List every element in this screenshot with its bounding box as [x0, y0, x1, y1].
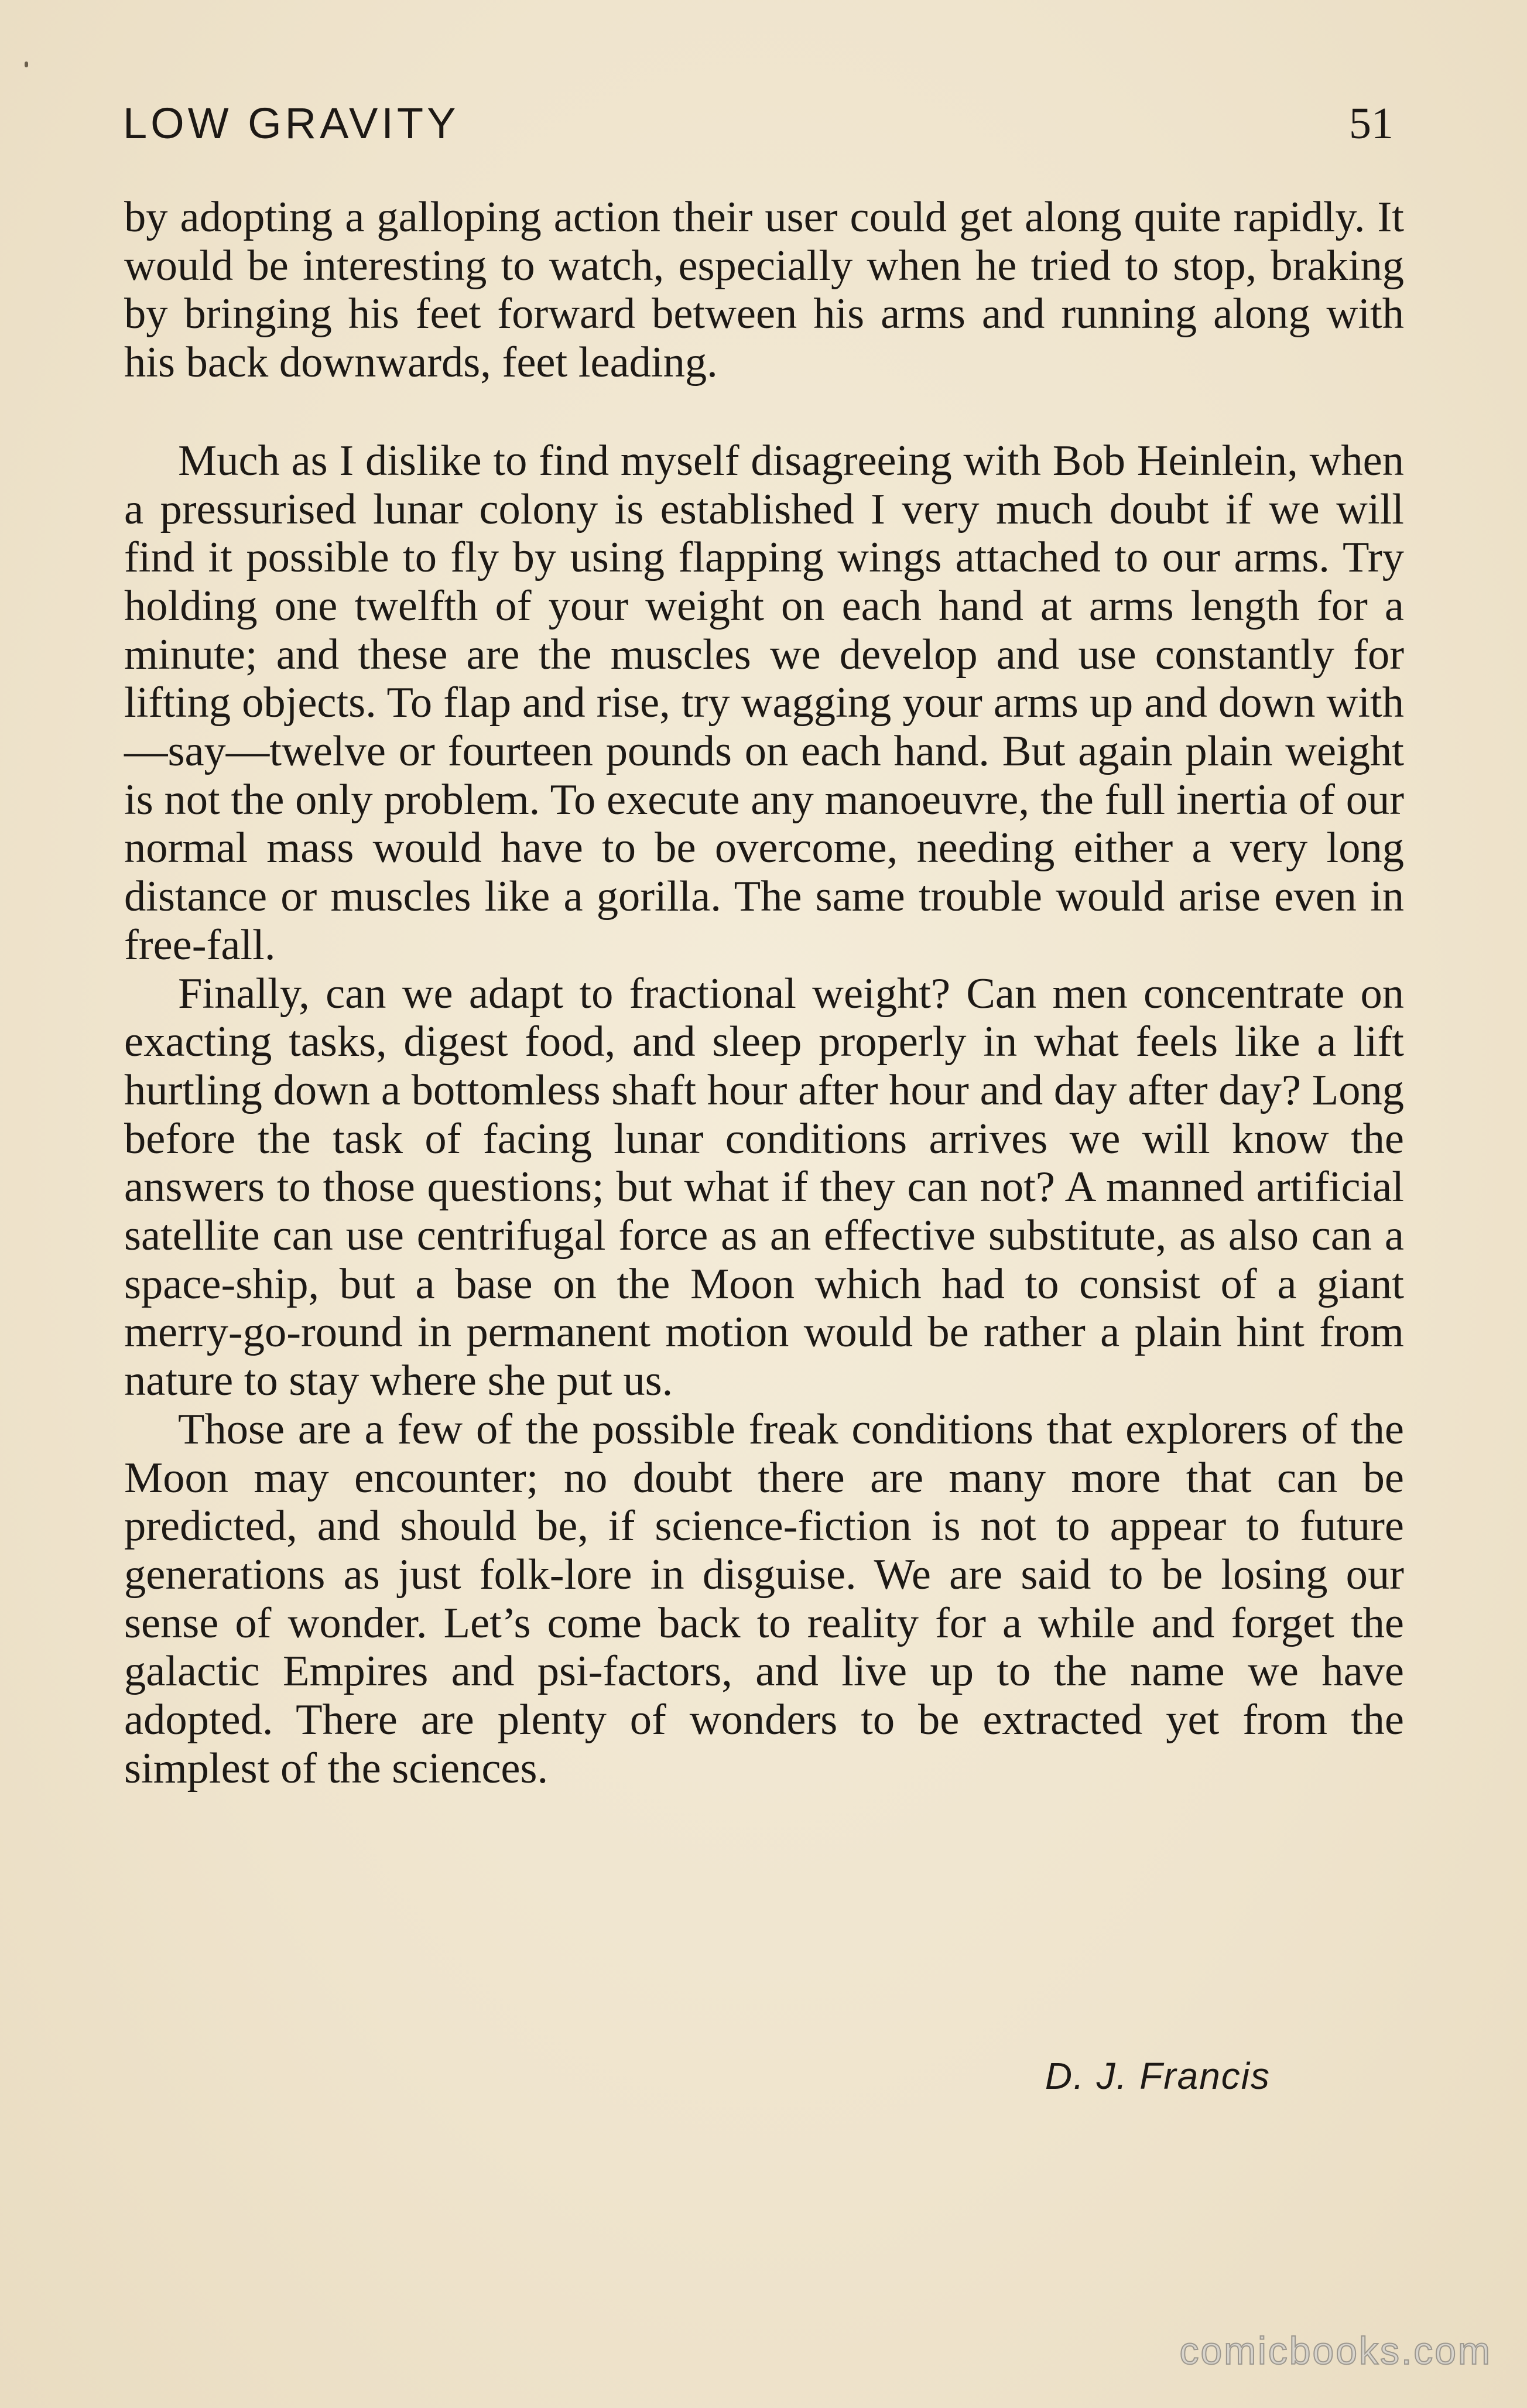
author-signature: D. J. Francis — [1045, 2055, 1271, 2097]
body-text — [124, 193, 1404, 1793]
paragraph-conclusion: Those are a few of the possible freak conditions that explorers of the Moon may encounter; no doubt there are many more that can be predicted, and should be, if science-fiction is not to appear to future generations as just folk-lore in disguise. We are said to be losing our sense of wonder. Let’s come back to reality for a while and forget the galactic Empires and psi-factors, and live up to the name we have adopted. There are plenty of wonders to be extracted yet from the simplest of the sciences. — [124, 1405, 1404, 1793]
paragraph-continued: by adopting a galloping action their user could get along quite rapidly. It would be interesting to watch, especially when he tried to stop, braking by bringing his feet forward between his arms and running along with his back downwards, feet leading. — [124, 193, 1404, 387]
paragraph-fractional-weight: Finally, can we adapt to fractional weight? Can men concentrate on exacting tasks, digest food, and sleep properly in what feels like a lift hurtling down a bottomless shaft hour after hour and day after day? Long before the task of facing lunar conditions arrives we will know the answers to those questions; but what if they can not? A manned artificial satellite can use centrifugal force as an effective substitute, as also can a space-ship, but a base on the Moon which had to consist of a giant merry-go-round in permanent motion would be rather a plain hint from nature to stay where she put us. — [124, 969, 1404, 1405]
watermark: comicbooks.com — [1179, 2329, 1492, 2372]
running-head — [123, 98, 1394, 151]
page-number: 51 — [1349, 99, 1394, 148]
running-title: LOW GRAVITY — [123, 99, 460, 148]
paragraph-heinlein: Much as I dislike to find myself disagreeing with Bob Heinlein, when a pressurised lunar colony is established I very much doubt if we will find it possible to fly by using flapping wings attached to our arms. Try holding one twelfth of your weight on each hand at arms length for a minute; and these are the muscles we develop and use constantly for lifting objects. To flap and rise, try wagging your arms up and down with—say—twelve or fourteen pounds on each hand. But again plain weight is not the only problem. To execute any manoeuvre, the full inertia of our normal mass would have to be overcome, needing either a very long distance or muscles like a gorilla. The same trouble would arise even in free-fall. — [124, 436, 1404, 969]
paper-speck — [25, 61, 28, 67]
